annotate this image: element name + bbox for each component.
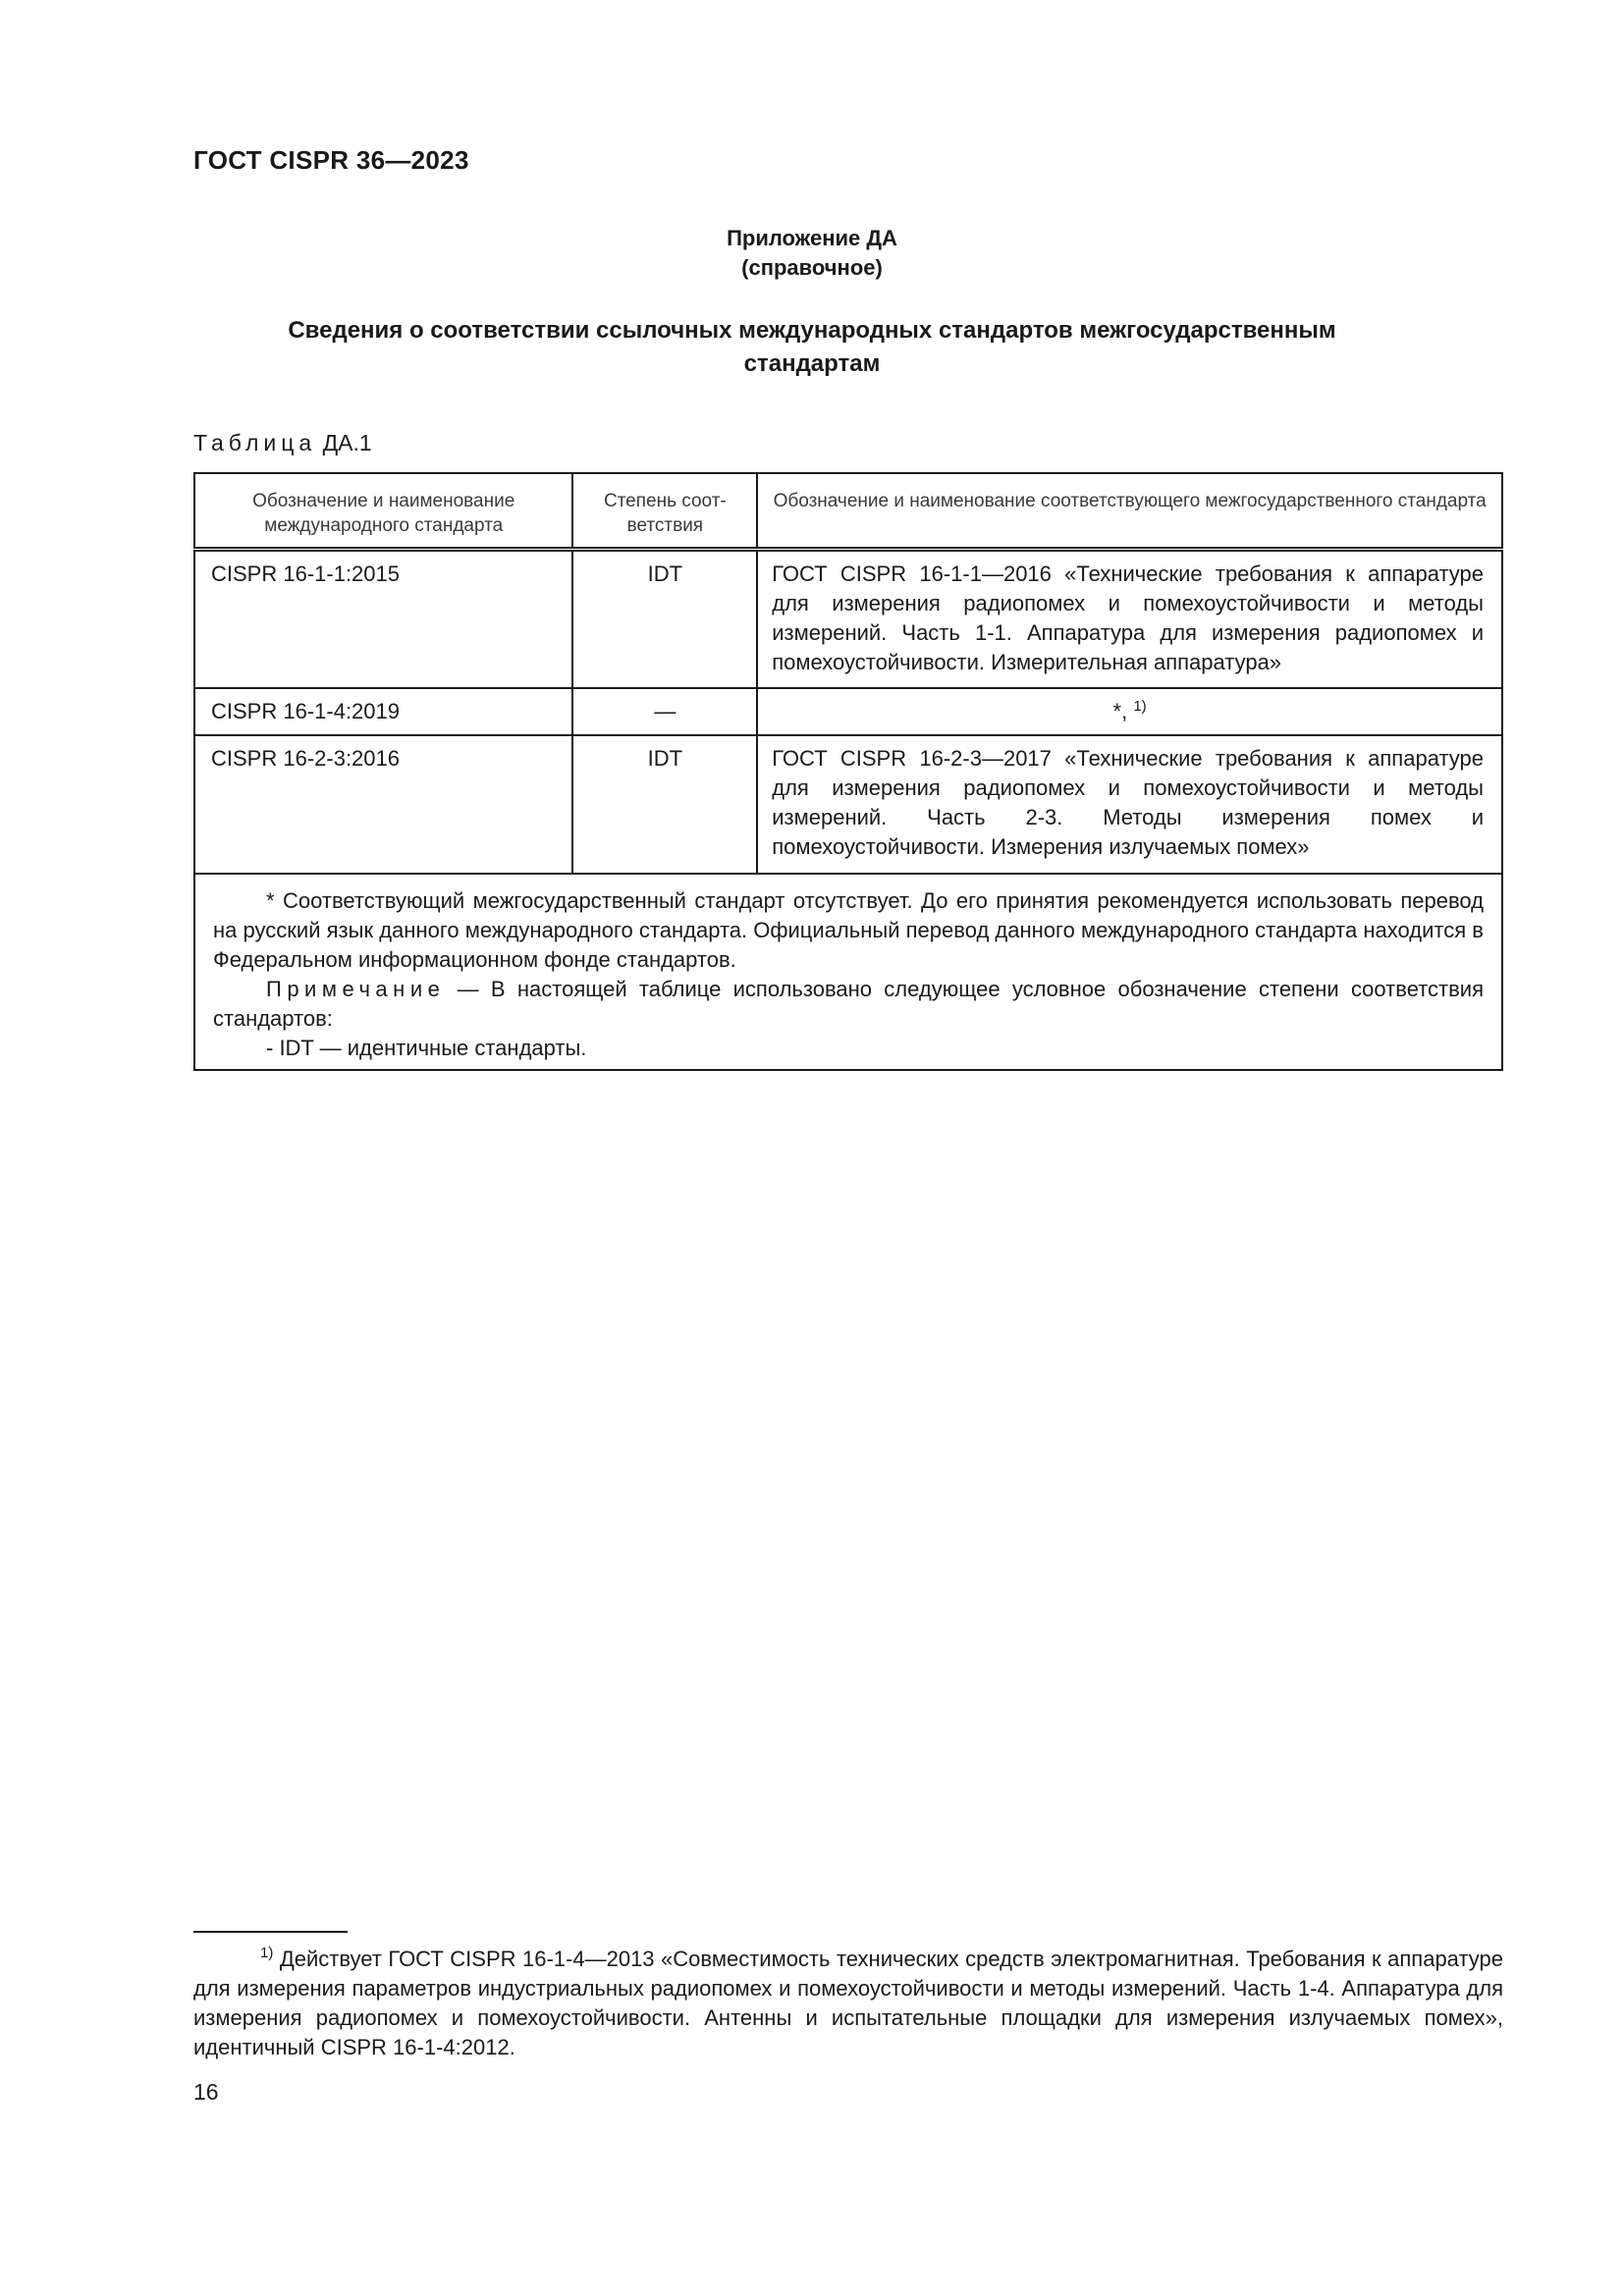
page-footnote <box>193 1945 1503 2062</box>
appendix-heading <box>0 224 1624 283</box>
document-code: ГОСТ CISPR 36—2023 <box>193 145 469 175</box>
note-text: — В настоящей таблице использовано следующее условное обозначение степени соответствия стандартов: <box>213 976 1484 1031</box>
table-row <box>194 550 1502 688</box>
cell-international-standard: CISPR 16-2-3:2016 <box>194 735 572 874</box>
table-caption-number: ДА.1 <box>322 430 372 455</box>
cell-interstate-text: *, <box>1112 698 1134 723</box>
table-notes <box>194 874 1502 1070</box>
footnote-separator <box>193 1931 348 1933</box>
appendix-subtitle: (справочное) <box>741 255 883 280</box>
standards-table <box>193 472 1503 1071</box>
table-row <box>194 688 1502 735</box>
section-title: Сведения о соответствии ссылочных международных стандартов межгосударственным стандартам <box>288 317 1336 377</box>
cell-interstate-standard <box>757 688 1502 735</box>
cell-international-standard: CISPR 16-1-4:2019 <box>194 688 572 735</box>
note-item: - IDT — идентичные стандарты. <box>266 1035 587 1060</box>
cell-interstate-standard: ГОСТ CISPR 16-1-1—2016 «Технические требования к аппаратуре для измерения радиопомех и помехоустойчивости и методы измерений. Часть 1-1. Аппаратура для измерения радиопомех и помехоустойчивости. Измерительная аппаратура» <box>757 550 1502 688</box>
footnote-reference: 1) <box>1133 697 1147 715</box>
header-international-standard: Обозначение и наименование международного стандарта <box>194 473 572 550</box>
cell-international-standard: CISPR 16-1-1:2015 <box>194 550 572 688</box>
table-caption-word: Таблица <box>193 430 317 455</box>
cell-degree: IDT <box>572 550 757 688</box>
table-header-row <box>194 473 1502 550</box>
note-label: Примечание <box>266 976 446 1001</box>
table-caption <box>193 430 372 456</box>
table-star-footnote: * Соответствующий межгосударственный стандарт отсутствует. До его принятия рекомендуется использовать перевод на русский язык данного международного стандарта. Официальный перевод данного международного стандарта находится в Федеральном информационном фонде стандартов. <box>213 887 1484 972</box>
appendix-title: Приложение ДА <box>727 226 897 250</box>
footnote-text: Действует ГОСТ CISPR 16-1-4—2013 «Совместимость технических средств электромагнитная. Требования к аппаратуре для измерения параметров индустриальных радиопомех и помехоустойчивости и методы измерений. Часть 1-4. Аппаратура для измерения радиопомех и помехоустойчивости. Антенны и испытательные площадки для измерения излучаемых помех», идентичный CISPR 16-1-4:2012. <box>193 1947 1503 2059</box>
table-note <box>213 975 1484 1034</box>
header-interstate-standard: Обозначение и наименование соответствующего межгосударственного стандарта <box>757 473 1502 550</box>
cell-degree: — <box>572 688 757 735</box>
page-number: 16 <box>193 2079 219 2105</box>
table-row <box>194 735 1502 874</box>
table-notes-row <box>194 874 1502 1070</box>
cell-degree: IDT <box>572 735 757 874</box>
cell-interstate-standard: ГОСТ CISPR 16-2-3—2017 «Технические требования к аппаратуре для измерения радиопомех и помехоустойчивости и методы измерений. Часть 2-3. Методы измерения помех и помехоустойчивости. Измерения излучаемых помех» <box>757 735 1502 874</box>
header-degree-of-conformity: Степень соот-ветствия <box>572 473 757 550</box>
footnote-marker: 1) <box>260 1945 274 1961</box>
